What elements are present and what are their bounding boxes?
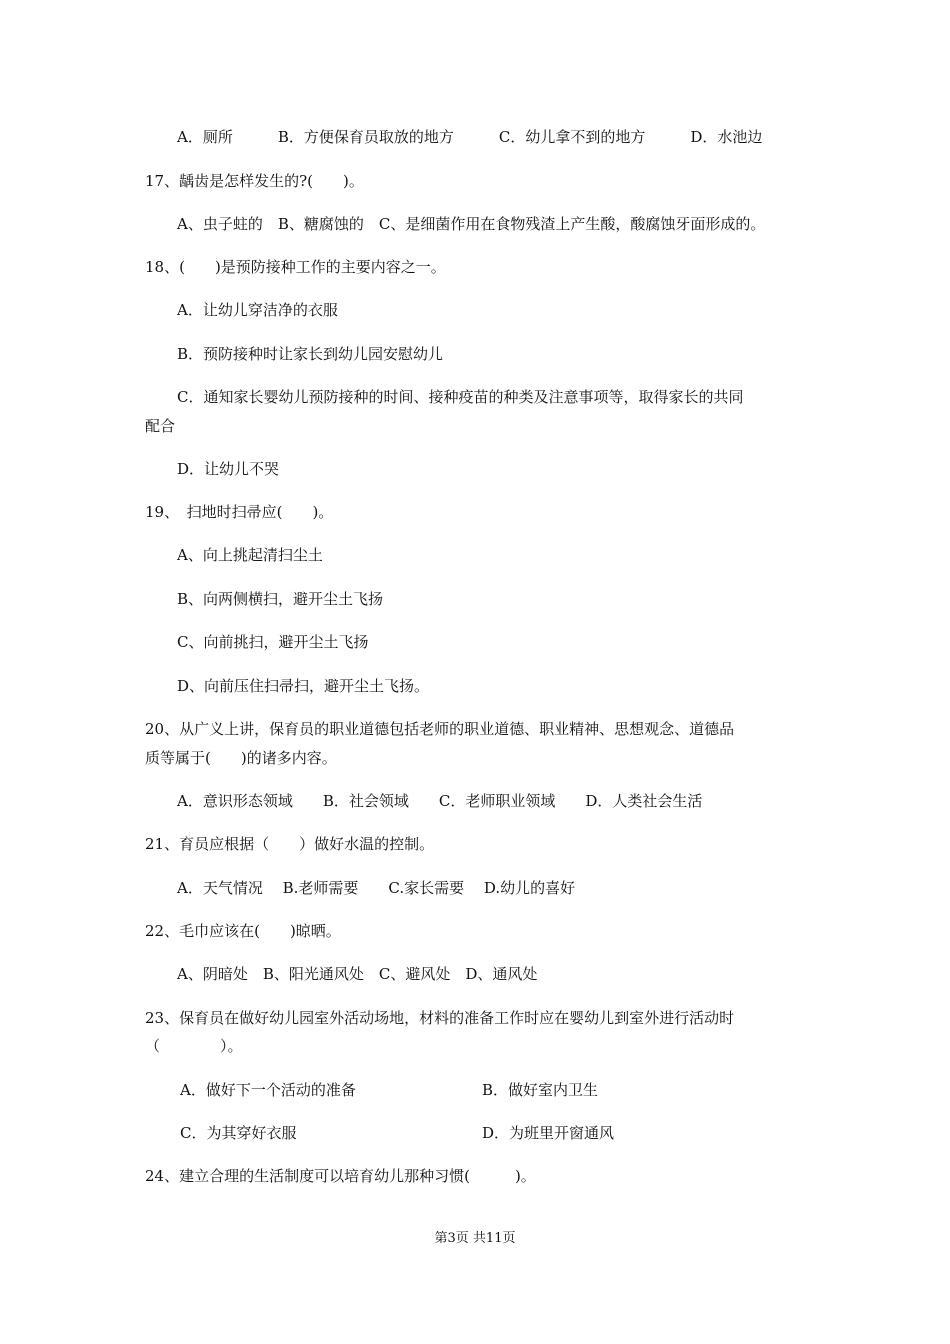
question-20: 20、从广义上讲，保育员的职业道德包括老师的职业道德、职业精神、思想观念、道德品	[145, 720, 735, 738]
question-18: 18、( )是预防接种工作的主要内容之一。	[145, 258, 446, 276]
question-23: 23、保育员在做好幼儿园室外活动场地，材料的准备工作时应在婴幼儿到室外进行活动时	[145, 1009, 735, 1027]
question-17: 17、龋齿是怎样发生的?( )。	[145, 172, 364, 190]
q18-option-b: B．预防接种时让家长到幼儿园安慰幼儿	[177, 345, 444, 363]
q19-option-d: D、向前压住扫帚扫，避开尘土飞扬。	[177, 677, 430, 695]
q23-option-a: A．做好下一个活动的准备	[180, 1081, 356, 1099]
q18-option-d: D．让幼儿不哭	[177, 460, 280, 478]
q22-options: A、阴暗处 B、阳光通风处 C、避风处 D、通风处	[177, 965, 538, 983]
q18-option-a: A．让幼儿穿洁净的衣服	[177, 301, 338, 319]
q17-options: A、虫子蛀的 B、糖腐蚀的 C、是细菌作用在食物残渣上产生酸，酸腐蚀牙面形成的。	[177, 215, 766, 233]
q23-options-row-1	[0, 1080, 950, 1100]
q18-option-c-continued: 配合	[145, 417, 176, 435]
q23-option-b: B．做好室内卫生	[482, 1081, 599, 1099]
q20-options: A．意识形态领域 B．社会领域 C．老师职业领域 D．人类社会生活	[177, 792, 703, 810]
question-22: 22、毛巾应该在( )晾晒。	[145, 922, 341, 940]
question-19: 19、 扫地时扫帚应( )。	[145, 503, 334, 521]
q21-options: A．天气情况 B.老师需要 C.家长需要 D.幼儿的喜好	[177, 879, 576, 897]
q23-option-c: C．为其穿好衣服	[180, 1124, 297, 1142]
q19-option-a: A、向上挑起清扫尘土	[177, 546, 323, 564]
q23-option-d: D．为班里开窗通风	[482, 1124, 615, 1142]
question-20-continued: 质等属于( )的诸多内容。	[145, 749, 337, 767]
page-footer: 第3页 共11页	[434, 1231, 516, 1246]
q19-option-b: B、向两侧横扫，避开尘土飞扬	[177, 590, 384, 608]
q16-options: A．厕所 B．方便保育员取放的地方 C．幼儿拿不到的地方 D．水池边	[177, 128, 763, 146]
question-24: 24、建立合理的生活制度可以培育幼儿那种习惯( )。	[145, 1167, 536, 1185]
question-21: 21、育员应根据（ ）做好水温的控制。	[145, 835, 435, 853]
q23-options-row-2	[0, 1123, 950, 1143]
q18-option-c: C．通知家长婴幼儿预防接种的时间、接种疫苗的种类及注意事项等，取得家长的共同	[177, 388, 744, 406]
question-23-continued: （ ）。	[145, 1037, 243, 1055]
q19-option-c: C、向前挑扫，避开尘土飞扬	[177, 633, 369, 651]
